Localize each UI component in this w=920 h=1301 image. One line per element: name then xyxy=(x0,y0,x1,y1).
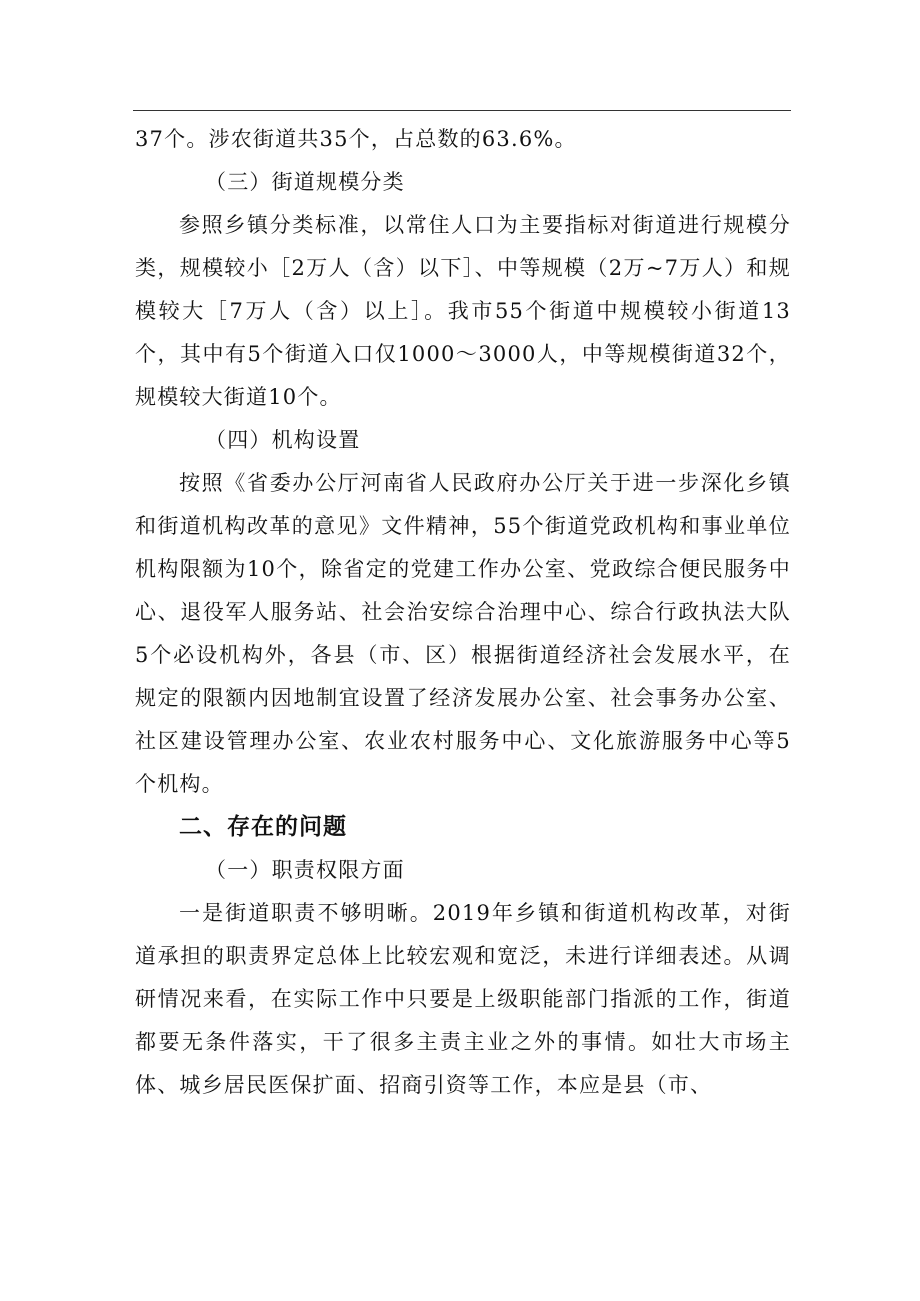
subheading-responsibilities: （一）职责权限方面 xyxy=(205,858,405,882)
subheading-institution-setup: （四）机构设置 xyxy=(205,428,361,452)
paragraph-continuation: 37个。涉农街道共35个，占总数的63.6%。 xyxy=(135,127,577,151)
document-body xyxy=(135,118,791,1107)
paragraph-institution-setup: 按照《省委办公厅河南省人民政府办公厅关于进一步深化乡镇和街道机构改革的意见》文件精神，55个街道党政机构和事业单位机构限额为10个，除省定的党建工作办公室、党政综合便民服务中心、退役军人服务站、社会治安综合治理中心、综合行政执法大队5个必设机构外，各县（市、区）根据街道经济社会发展水平，在规定的限额内因地制宜设置了经济发展办公室、社会事务办公室、社区建设管理办公室、农业农村服务中心、文化旅游服务中心等5个机构。 xyxy=(135,471,791,796)
paragraph-responsibilities: 一是街道职责不够明晰。2019年乡镇和街道机构改革，对街道承担的职责界定总体上比较宏观和宽泛，未进行详细表述。从调研情况来看，在实际工作中只要是上级职能部门指派的工作，街道都要无条件落实，干了很多主责主业之外的事情。如壮大市场主体、城乡居民医保扩面、招商引资等工作，本应是县（市、 xyxy=(135,901,791,1097)
section-heading-problems: 二、存在的问题 xyxy=(179,814,347,840)
header-rule xyxy=(133,110,791,111)
paragraph-scale-classification: 参照乡镇分类标准，以常住人口为主要指标对街道进行规模分类，规模较小［2万人（含）以下］、中等规模（2万~7万人）和规模较大［7万人（含）以上］。我市55个街道中规模较小街道13个，其中有5个街道入口仅1000～3000人，中等规模街道32个，规模较大街道10个。 xyxy=(135,213,791,409)
subheading-scale-classification: （三）街道规模分类 xyxy=(205,170,405,194)
